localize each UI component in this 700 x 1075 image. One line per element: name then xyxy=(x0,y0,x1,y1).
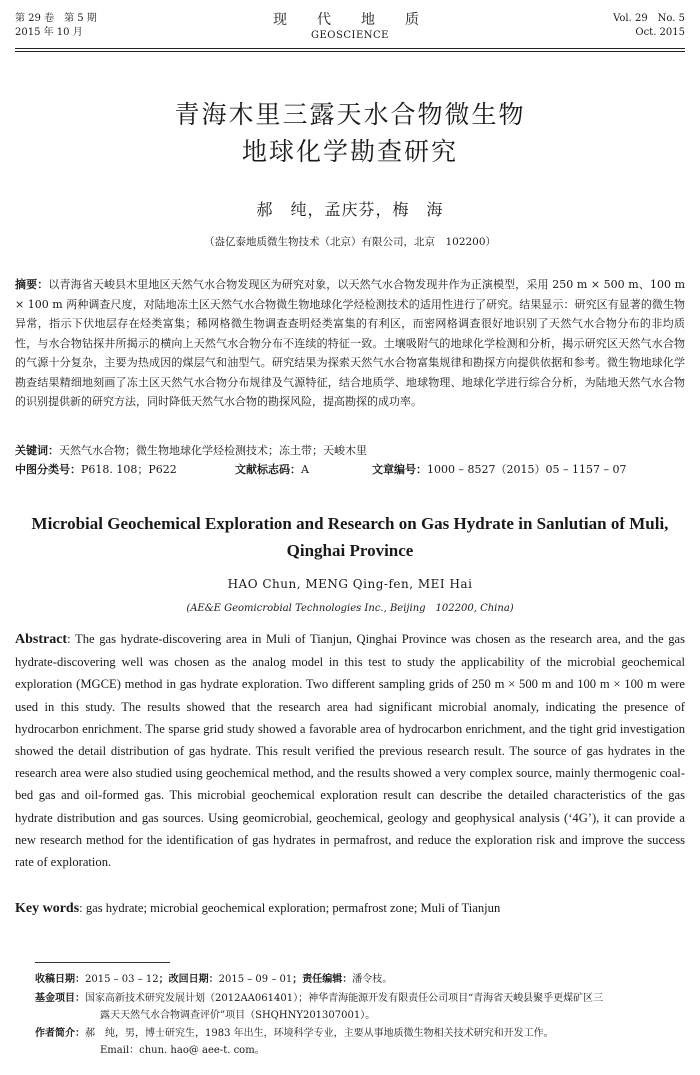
revised-label: ；改回日期： xyxy=(158,974,219,985)
funding-line2: 露天天然气水合物调查评价”项目（SHQHNY201307001）。 xyxy=(100,1010,376,1021)
chinese-title-line2: 地球化学勘查研究 xyxy=(241,137,458,166)
footnote-author-bio xyxy=(35,1025,685,1059)
editor-name: 潘令枝。 xyxy=(352,974,393,985)
article-number-group xyxy=(372,460,626,480)
received-date: 2015 – 03 – 12 xyxy=(85,974,159,985)
english-keywords xyxy=(15,901,685,917)
header-right xyxy=(613,12,685,40)
journal-name-cn: 现 代 地 质 xyxy=(273,12,427,28)
footnote-funding xyxy=(35,990,685,1024)
classification-line xyxy=(15,460,685,480)
chinese-affiliation: （盎亿泰地质微生物技术（北京）有限公司，北京 102200） xyxy=(203,236,497,248)
volume-issue-en: Vol. 29 No. 5 xyxy=(613,13,685,24)
english-abstract-text: : The gas hydrate-discovering area in Muli of Tianjun, Qinghai Province was chosen as the research area, and the gas hydrate-discovering well was chosen as the analog model in this test to study the applicability of the microbial geochemical exploration (MGCE) method in gas hydrate exploration. Two different sampling grids of 250 m × 500 m and 100 m × 100 m were used in this study. The results showed that the research area had significant microbial anomaly, indicating the presence of hydrocarbon enrichment. The sparse grid study showed a favorable area of hydrocarbon enrichment, and the tight grid investigation showed the detail distribution of gas hydrate. This result verified the previous research result. The source of gas hydrates in the research area were also studied using geochemical method, and the results showed a very complex source, mainly thermogenic coal-bed gas and oil-formed gas. This microbial geochemical exploration result can describe the detailed characteristics of the gas hydrate distribution and gas sources. Using geomicrobial, geochemical, geology and geophysical analysis (‘4G’), it can provide a new research method for the identification of gas hydrates in permafrost, and reduce the exploration risk and improve the success rate of exploration. xyxy=(15,632,685,870)
clc-label: 中图分类号： xyxy=(15,463,81,476)
footnote-dates xyxy=(35,971,685,988)
chinese-keywords xyxy=(15,441,685,461)
header-center xyxy=(15,12,685,43)
funding-label: 基金项目： xyxy=(35,993,85,1004)
chinese-authors: 郝 纯，孟庆芬，梅 海 xyxy=(256,200,444,219)
english-abstract xyxy=(15,628,685,873)
english-keywords-text: : gas hydrate; microbial geochemical exploration; permafrost zone; Muli of Tianjun xyxy=(79,901,501,915)
clc-group xyxy=(15,460,235,480)
doc-code-group xyxy=(235,460,372,480)
doc-code-label: 文献标志码： xyxy=(235,463,301,476)
article-number: 1000 – 8527（2015）05 – 1157 – 07 xyxy=(427,463,627,476)
date-en: Oct. 2015 xyxy=(635,27,685,38)
chinese-abstract-label: 摘要： xyxy=(15,278,49,291)
english-affiliation: (AE&E Geomicrobial Technologies Inc., Beijing 102200, China) xyxy=(186,603,514,614)
date-cn: 2015 年 10 月 xyxy=(15,27,83,38)
footnote-rule xyxy=(35,962,170,963)
chinese-keywords-text: 天然气水合物；微生物地球化学烃检测技术；冻土带；天峻木里 xyxy=(59,444,367,457)
header-rule-thick xyxy=(15,48,685,49)
english-authors: HAO Chun, MENG Qing-fen, MEI Hai xyxy=(227,577,473,591)
editor-label: ；责任编辑： xyxy=(292,974,353,985)
english-abstract-label: Abstract xyxy=(15,632,68,647)
clc-number: P618. 108；P622 xyxy=(81,463,177,476)
author-bio-line1: 郝 纯，男，博士研究生，1983 年出生，环境科学专业，主要从事地质微生物相关技术研究和开发工作。 xyxy=(85,1028,554,1039)
header-rule-thin xyxy=(15,51,685,52)
article-number-label: 文章编号： xyxy=(372,463,427,476)
chinese-abstract xyxy=(15,275,685,412)
doc-code: A xyxy=(301,463,309,476)
chinese-keywords-label: 关键词： xyxy=(15,444,59,457)
revised-date: 2015 – 09 – 01 xyxy=(218,974,293,985)
author-email: Email：chun. hao@ aee-t. com。 xyxy=(100,1045,265,1056)
volume-issue-cn: 第 29 卷 第 5 期 xyxy=(15,13,97,24)
english-keywords-label: Key words xyxy=(15,901,80,916)
chinese-title-line1: 青海木里三露天水合物微生物 xyxy=(174,100,526,129)
chinese-title xyxy=(0,96,700,170)
english-title: Microbial Geochemical Exploration and Research on Gas Hydrate in Sanlutian of Muli, Qinghai Province xyxy=(31,514,669,560)
chinese-abstract-text: 以青海省天峻县木里地区天然气水合物发现区为研究对象，以天然气水合物发现井作为正演模型，采用 250 m × 500 m、100 m × 100 m 两种调查尺度，对陆地冻土区天然气水合物微生物地球化学烃检测技术的适用性进行了研究。结果显示：研究区有显著的微生物异常，指示下伏地层存在烃类富集；稀网格微生物调查查明烃类富集的有利区，而密网格调查很好地识别了天然气水合物分布的非均质性，与水合物钻探井所揭示的横向上天然气水合物分布不连续的特征一致。土壤吸附气的地球化学检测和分析，揭示研究区天然气水合物的气源十分复杂，主要为热成因的煤层气和油型气。研究结果为探索天然气水合物富集规律和勘探方向提供依据和参考。微生物地球化学勘查结果精细地刻画了冻土区天然气水合物分布规律及气源特征，结合地质学、地球物理、地球化学进行综合分析，为陆地天然气水合物的识别提供新的研究方法，同时降低天然气水合物的勘探风险，提高勘探的成功率。 xyxy=(15,278,685,408)
funding-line1: 国家高新技术研究发展计划（2012AA061401）；神华青海能源开发有限责任公司项目“青海省天峻县聚乎更煤矿区三 xyxy=(85,993,604,1004)
author-bio-label: 作者简介： xyxy=(35,1028,85,1039)
running-header xyxy=(15,12,685,46)
journal-name-en: GEOSCIENCE xyxy=(311,30,389,41)
received-label: 收稿日期： xyxy=(35,974,85,985)
